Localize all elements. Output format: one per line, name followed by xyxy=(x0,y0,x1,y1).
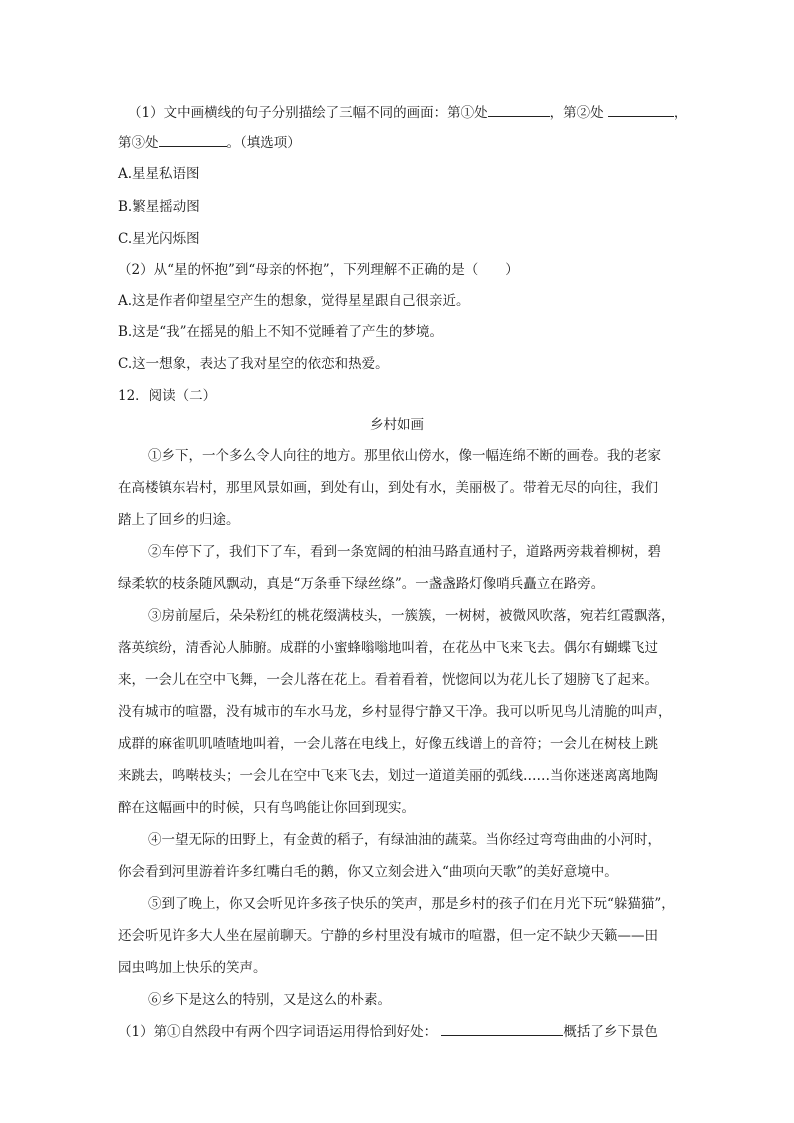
question-text: （1）文中画横线的句子分别描绘了三幅不同的画面：第①处 xyxy=(128,105,488,121)
question-text: 第③处 xyxy=(118,135,159,151)
passage-line: 成群的麻雀叽叽喳喳地叫着，一会儿落在电线上，好像五线谱上的音符；一会儿在树枝上跳 xyxy=(118,736,658,752)
passage-line: 没有城市的喧嚣，没有城市的车水马龙，乡村显得宁静又干净。我可以听见鸟儿清脆的叫声， xyxy=(118,704,672,720)
option-b: B.繁星摇动图 xyxy=(118,199,200,215)
answer-blank-4[interactable] xyxy=(441,1021,563,1036)
question-11-2: （2）从“星的怀抱”到“母亲的怀抱”，下列理解不正确的是（ ） xyxy=(118,262,519,278)
passage-line: 来，一会儿在空中飞舞，一会儿落在花上。看着看着，恍惚间以为花儿长了翅膀飞了起来。 xyxy=(118,672,658,688)
passage-line: 园虫鸣加上快乐的笑声。 xyxy=(118,960,267,976)
question-11-1-line-2 xyxy=(118,132,301,153)
option-a: A.星星私语图 xyxy=(118,166,200,182)
option-a: A.这是作者仰望星空产生的想象，觉得星星跟自己很亲近。 xyxy=(118,293,470,309)
option-c: C.星光闪烁图 xyxy=(118,231,200,247)
passage-line: 你会看到河里游着许多红嘴白毛的鹅，你又立刻会进入“曲项向天歌”的美好意境中。 xyxy=(118,864,618,880)
answer-blank-1[interactable] xyxy=(488,102,550,117)
passage-line: ④一望无际的田野上，有金黄的稻子，有绿油油的蔬菜。当你经过弯弯曲曲的小河时， xyxy=(148,832,661,848)
passage-line: 落英缤纷，清香沁人肺腑。成群的小蜜蜂嗡嗡地叫着，在花丛中飞来飞去。偶尔有蝴蝶飞过 xyxy=(118,640,658,656)
answer-blank-3[interactable] xyxy=(159,132,227,147)
passage-line: 醉在这幅画中的时候，只有鸟鸣能让你回到现实。 xyxy=(118,800,415,816)
question-text: ，第②处 xyxy=(549,105,604,121)
option-c: C.这一想象，表达了我对星空的依恋和热爱。 xyxy=(118,356,389,372)
option-b: B.这是“我”在摇晃的船上不知不觉睡着了产生的梦境。 xyxy=(118,324,444,340)
passage-line: 踏上了回乡的归途。 xyxy=(118,512,240,528)
question-12-heading: 12．阅读（二） xyxy=(118,388,217,404)
passage-line: 在高楼镇东岩村，那里风景如画，到处有山，到处有水，美丽极了。带着无尽的向往，我们 xyxy=(118,480,658,496)
passage-line: ⑤到了晚上，你又会听见许多孩子快乐的笑声，那是乡村的孩子们在月光下玩“躲猫猫”， xyxy=(148,896,675,912)
passage-line: ①乡下，一个多么令人向往的地方。那里依山傍水，像一幅连绵不断的画卷。我的老家 xyxy=(148,448,661,464)
question-text: （1）第①自然段中有两个四字词语运用得恰到好处： xyxy=(118,1024,438,1040)
question-text: 概括了乡下景色 xyxy=(563,1024,658,1040)
question-text: 。（填选项） xyxy=(226,135,301,151)
answer-blank-2[interactable] xyxy=(608,102,674,117)
passage-line: ②车停下了，我们下了车，看到一条宽阔的柏油马路直通村子，道路两旁栽着柳树，碧 xyxy=(148,544,661,560)
question-11-1-line-1 xyxy=(128,102,687,123)
passage-title: 乡村如画 xyxy=(370,417,424,433)
passage-line: 来跳去，鸣啭枝头；一会儿在空中飞来飞去，划过一道道美丽的弧线……当你迷迷离离地陶 xyxy=(118,768,658,784)
question-12-1 xyxy=(118,1021,658,1042)
passage-line: ③房前屋后，朵朵粉红的桃花缀满枝头，一簇簇，一树树，被微风吹落，宛若红霞飘落， xyxy=(148,608,675,624)
question-text: ， xyxy=(673,105,688,121)
passage-line: 绿柔软的枝条随风飘动，真是“万条垂下绿丝绦”。一盏盏路灯像哨兵矗立在路旁。 xyxy=(118,576,605,592)
passage-line: ⑥乡下是这么的特别，又是这么的朴素。 xyxy=(148,992,391,1008)
passage-line: 还会听见许多大人坐在屋前聊天。宁静的乡村里没有城市的喧嚣，但一定不缺少天籁——田 xyxy=(118,928,658,944)
